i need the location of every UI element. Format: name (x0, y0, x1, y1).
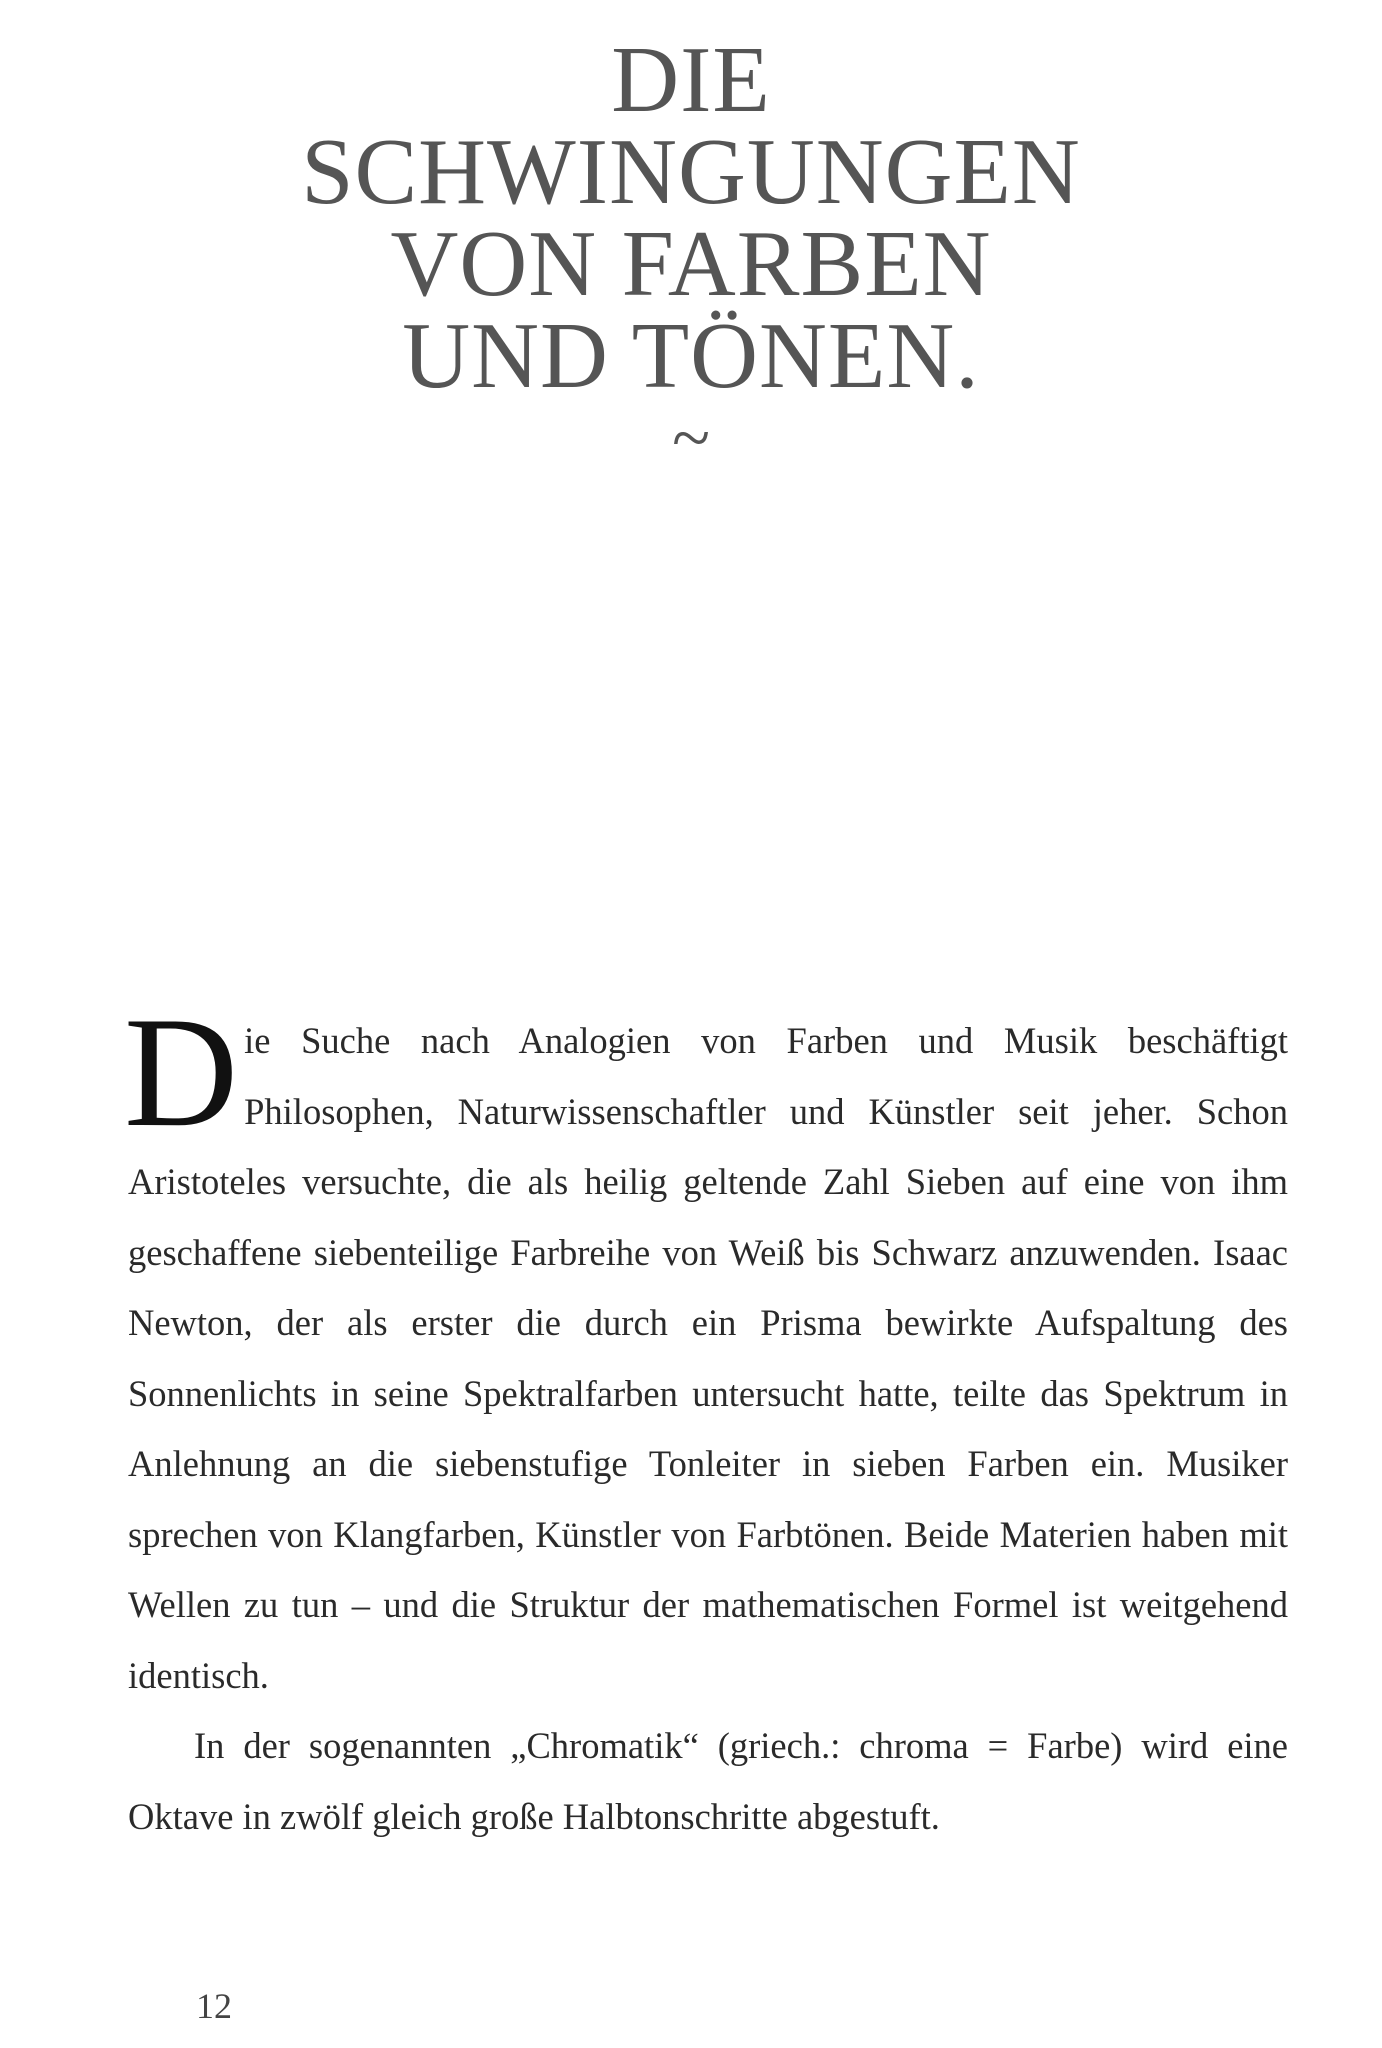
paragraph-1 (124, 985, 1288, 1711)
chapter-title-line-4: UND TÖNEN. (402, 304, 980, 408)
tilde-ornament: ~ (672, 400, 710, 477)
chapter-title-line-2: SCHWINGUNGEN (301, 120, 1081, 224)
chapter-title (0, 28, 1382, 408)
paragraph-1-text: ie Suche nach Analogien von Farben und Musik beschäftigt Philosophen, Naturwissenschaftler und Künstler seit jeher. Schon Aristoteles versuchte, die als heilig geltende Zahl Sieben auf eine von ihm geschaffene siebenteilige Farbreihe von Weiß bis Schwarz anzuwenden. Isaac Newton, der als erster die durch ein Prisma bewirkte Aufspaltung des Sonnenlichts in seine Spektralfarben untersucht hatte, teilte das Spektrum in Anlehnung an die siebenstufige Tonleiter in sieben Farben ein. Musiker sprechen von Klangfarben, Künstler von Farbtönen. Beide Materien haben mit Wellen zu tun – und die Struktur der mathematischen Formel ist weitgehend identisch. (128, 1020, 1288, 1696)
body-text (124, 985, 1288, 1852)
page-number: 12 (196, 1986, 232, 2026)
drop-cap: D (124, 985, 239, 1160)
paragraph-2: In der sogenannten „Chromatik“ (griech.: chroma = Farbe) wird eine Oktave in zwölf gleich große Halbtonschritte abgestuft. (128, 1725, 1288, 1837)
chapter-title-line-3: VON FARBEN (390, 212, 992, 316)
chapter-title-line-1: DIE (611, 28, 771, 132)
